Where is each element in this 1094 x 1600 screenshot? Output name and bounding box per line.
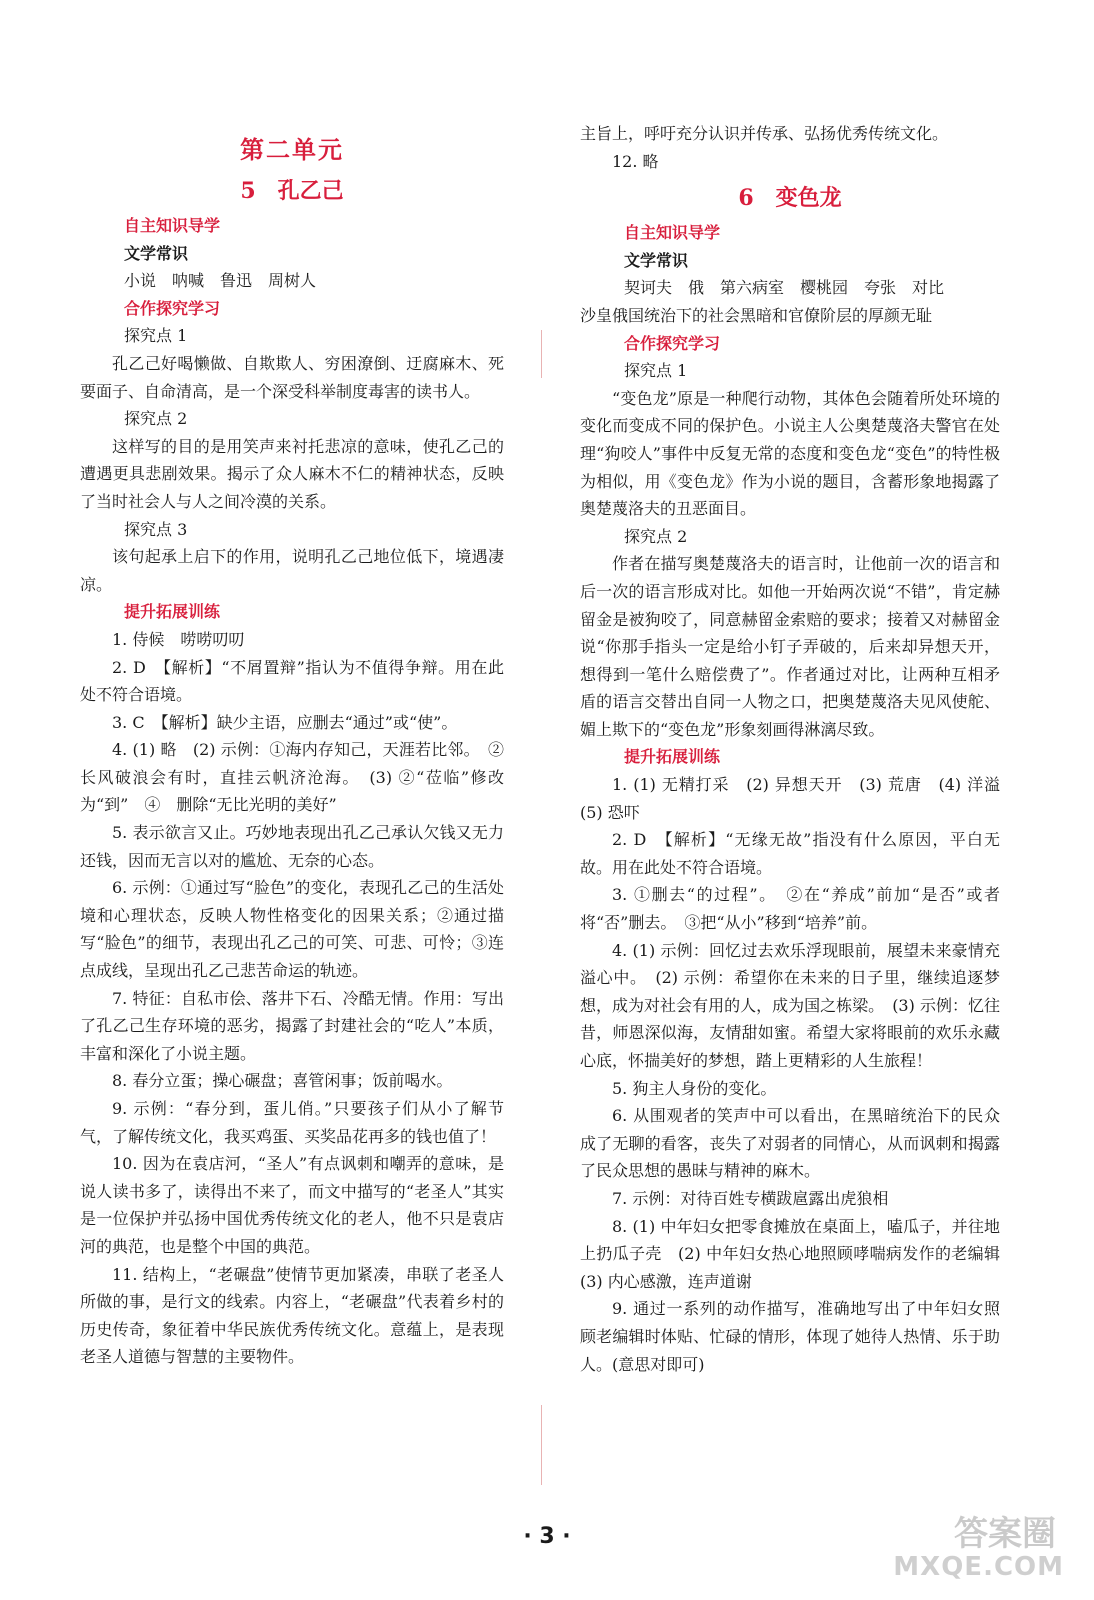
exercise-answer: 6. 示例：①通过写“脸色”的变化，表现孔乙己的生活处境和心理状态，反映人物性格变化的因果关系；②通过描写“脸色”的细节，表现出孔乙己的可笑、可悲、可怜；③连点成线，呈现出孔乙己悲苦命运的轨迹。 [80,878,504,981]
inquiry-point: 探究点 2 [124,409,188,429]
literature-answer: 契诃夫 俄 第六病室 樱桃园 夸张 对比 [624,278,945,298]
inquiry-point: 探究点 1 [624,361,688,381]
lesson-name: 孔乙己 [277,178,344,204]
exercise-answer: 3. ①删去“的过程”。 ②在“养成”前加“是否”或者将“否”删去。 ③把“从小”移到“培养”前。 [580,885,1000,933]
exercise-answer: 9. 通过一系列的动作描写，准确地写出了中年妇女照顾老编辑时体贴、忙碌的情形，体现了她待人热情、乐于助人。(意思对即可) [580,1299,1000,1374]
exercise-answer: 4. (1) 示例：回忆过去欢乐浮现眼前，展望未来豪情充溢心中。 (2) 示例：希望你在未来的日子里，继续追逐梦想，成为对社会有用的人，成为国之栋梁。 (3) 示例：忆往昔，师恩深似海，友情甜如蜜。希望大家将眼前的欢乐永藏心底，怀揣美好的梦想，踏上更精彩的人生旅程！ [580,940,1000,1070]
lesson-name: 变色龙 [775,185,842,212]
lesson-title-6 [580,181,1000,215]
exercise-answer: 7. 示例：对待百姓专横跋扈露出虎狼相 [612,1188,889,1208]
exercise-answer: 2. D 【解析】“无缘无故”指没有什么原因，平白无故。用在此处不符合语境。 [580,830,1000,877]
page-number: · 3 · [523,1524,571,1549]
exercise-answer: 8. (1) 中年妇女把零食摊放在桌面上，嗑瓜子，并往地上扔瓜子壳 (2) 中年妇女热心地照顾哮喘病发作的老编辑 (3) 内心感激，连声道谢 [580,1216,1017,1291]
exercise-answer: 5. 表示欲言又止。巧妙地表现出孔乙己承认欠钱又无力还钱，因而无言以对的尴尬、无奈的心态。 [80,823,504,870]
sub-heading: 文学常识 [124,243,189,263]
exercise-answer: 5. 狗主人身份的变化。 [612,1078,777,1098]
lesson-number: 5 [240,178,256,204]
literature-answer: 沙皇俄国统治下的社会黑暗和官僚阶层的厚颜无耻 [580,305,933,325]
watermark [874,1506,1064,1582]
exercise-answer: 8. 春分立蛋；操心碾盘；喜管闲事；饭前喝水。 [112,1071,453,1091]
exercise-answer: 7. 特征：自私市侩、落井下石、冷酷无情。作用：写出了孔乙己生存环境的恶劣，揭露了封建社会的“吃人”本质，丰富和深化了小说主题。 [80,988,504,1063]
section-heading: 合作探究学习 [124,298,221,318]
exercise-answer: 9. 示例：“春分到，蛋儿俏。”只要孩子们从小了解节气，了解传统文化，我买鸡蛋、买奖品花再多的钱也值了！ [80,1099,504,1146]
exercise-answer: 1. 侍候 唠唠叨叨 [112,629,245,649]
section-heading: 提升拓展训练 [624,747,721,767]
answer-paragraph: 孔乙己好喝懒做、自欺欺人、穷困潦倒、迂腐麻木、死要面子、自命清高，是一个深受科举制度毒害的读书人。 [80,353,504,401]
exercise-answer: 4. (1) 略 (2) 示例：①海内存知己，天涯若比邻。 ②长风破浪会有时，直挂云帆济沧海。 (3) ②“莅临”修改为“到” ④ 删除“无比光明的美好” [80,740,504,815]
exercise-answer: 2. D 【解析】“不屑置辩”指认为不值得争辩。用在此处不符合语境。 [80,657,504,705]
right-column [580,120,1017,1378]
lesson-title-5 [80,174,504,208]
watermark-logo: 答案圈 [954,1514,1056,1554]
answer-paragraph: “变色龙”原是一种爬行动物，其体色会随着所处环境的变化而变成不同的保护色。小说主人公奥楚蔑洛夫警官在处理“狗咬人”事件中反复无常的态度和变色龙“变色”的特性极为相似，用《变色龙》作为小说的题目，含蓄形象地揭露了奥楚蔑洛夫的丑恶面目。 [580,388,1000,519]
sub-heading: 文学常识 [624,250,689,270]
section-heading: 自主知识导学 [624,223,721,243]
inquiry-point: 探究点 3 [124,519,188,539]
watermark-text: MXQE.COM [893,1552,1064,1582]
exercise-answer: 1. (1) 无精打采 (2) 异想天开 (3) 荒唐 (4) 洋溢 (5) 恐吓 [580,775,1017,822]
lesson-number: 6 [738,185,754,212]
unit-title: 第二单元 [240,135,344,164]
column-divider [541,330,542,378]
column-divider [541,1405,542,1485]
section-heading: 提升拓展训练 [124,602,221,622]
exercise-answer: 12. 略 [612,151,659,171]
section-heading: 自主知识导学 [124,216,221,235]
section-heading: 合作探究学习 [624,333,721,353]
exercise-answer: 11. 结构上，“老碾盘”使情节更加紧凑，串联了老圣人所做的事，是行文的线索。内容上，“老碾盘”代表着乡村的历史传奇，象征着中华民族优秀传统文化。意蕴上，是表现老圣人道德与智慧的主要物件。 [80,1264,504,1367]
inquiry-point: 探究点 2 [624,526,688,546]
exercise-answer: 3. C 【解析】缺少主语，应删去“通过”或“使”。 [112,712,458,732]
exercise-answer: 10. 因为在袁店河，“圣人”有点讽刺和嘲弄的意味，是说人读书多了，读得出不来了，而文中描写的“老圣人”其实是一位保护并弘扬中国优秀传统文化的老人，他不只是袁店河的典范，也是整个中国的典范。 [80,1154,504,1256]
answer-paragraph: 这样写的目的是用笑声来衬托悲凉的意味，使孔乙己的遭遇更具悲剧效果。揭示了众人麻木不仁的精神状态，反映了当时社会人与人之间冷漠的关系。 [80,436,504,511]
exercise-answer: 6. 从围观者的笑声中可以看出，在黑暗统治下的民众成了无聊的看客，丧失了对弱者的同情心，从而讽刺和揭露了民众思想的愚昧与精神的麻木。 [580,1106,1000,1181]
answer-continuation: 主旨上，呼吁充分认识并传承、弘扬优秀传统文化。 [580,124,949,143]
literature-answer: 小说 呐喊 鲁迅 周树人 [124,271,317,291]
left-column [80,118,504,1371]
answer-paragraph: 该句起承上启下的作用，说明孔乙己地位低下，境遇凄凉。 [80,547,504,594]
answer-paragraph: 作者在描写奥楚蔑洛夫的语言时，让他前一次的语言和后一次的语言形成对比。如他一开始两次说“不错”，肯定赫留金是被狗咬了，同意赫留金索赔的要求；接着又对赫留金说“你那手指头一定是给小钉子弄破的，后来却异想天开，想得到一笔什么赔偿费了”。作者通过对比，让两种互相矛盾的语言交替出自同一人物之口，把奥楚蔑洛夫见风使舵、媚上欺下的“变色龙”形象刻画得淋漓尽致。 [580,554,1000,739]
inquiry-point: 探究点 1 [124,326,188,346]
